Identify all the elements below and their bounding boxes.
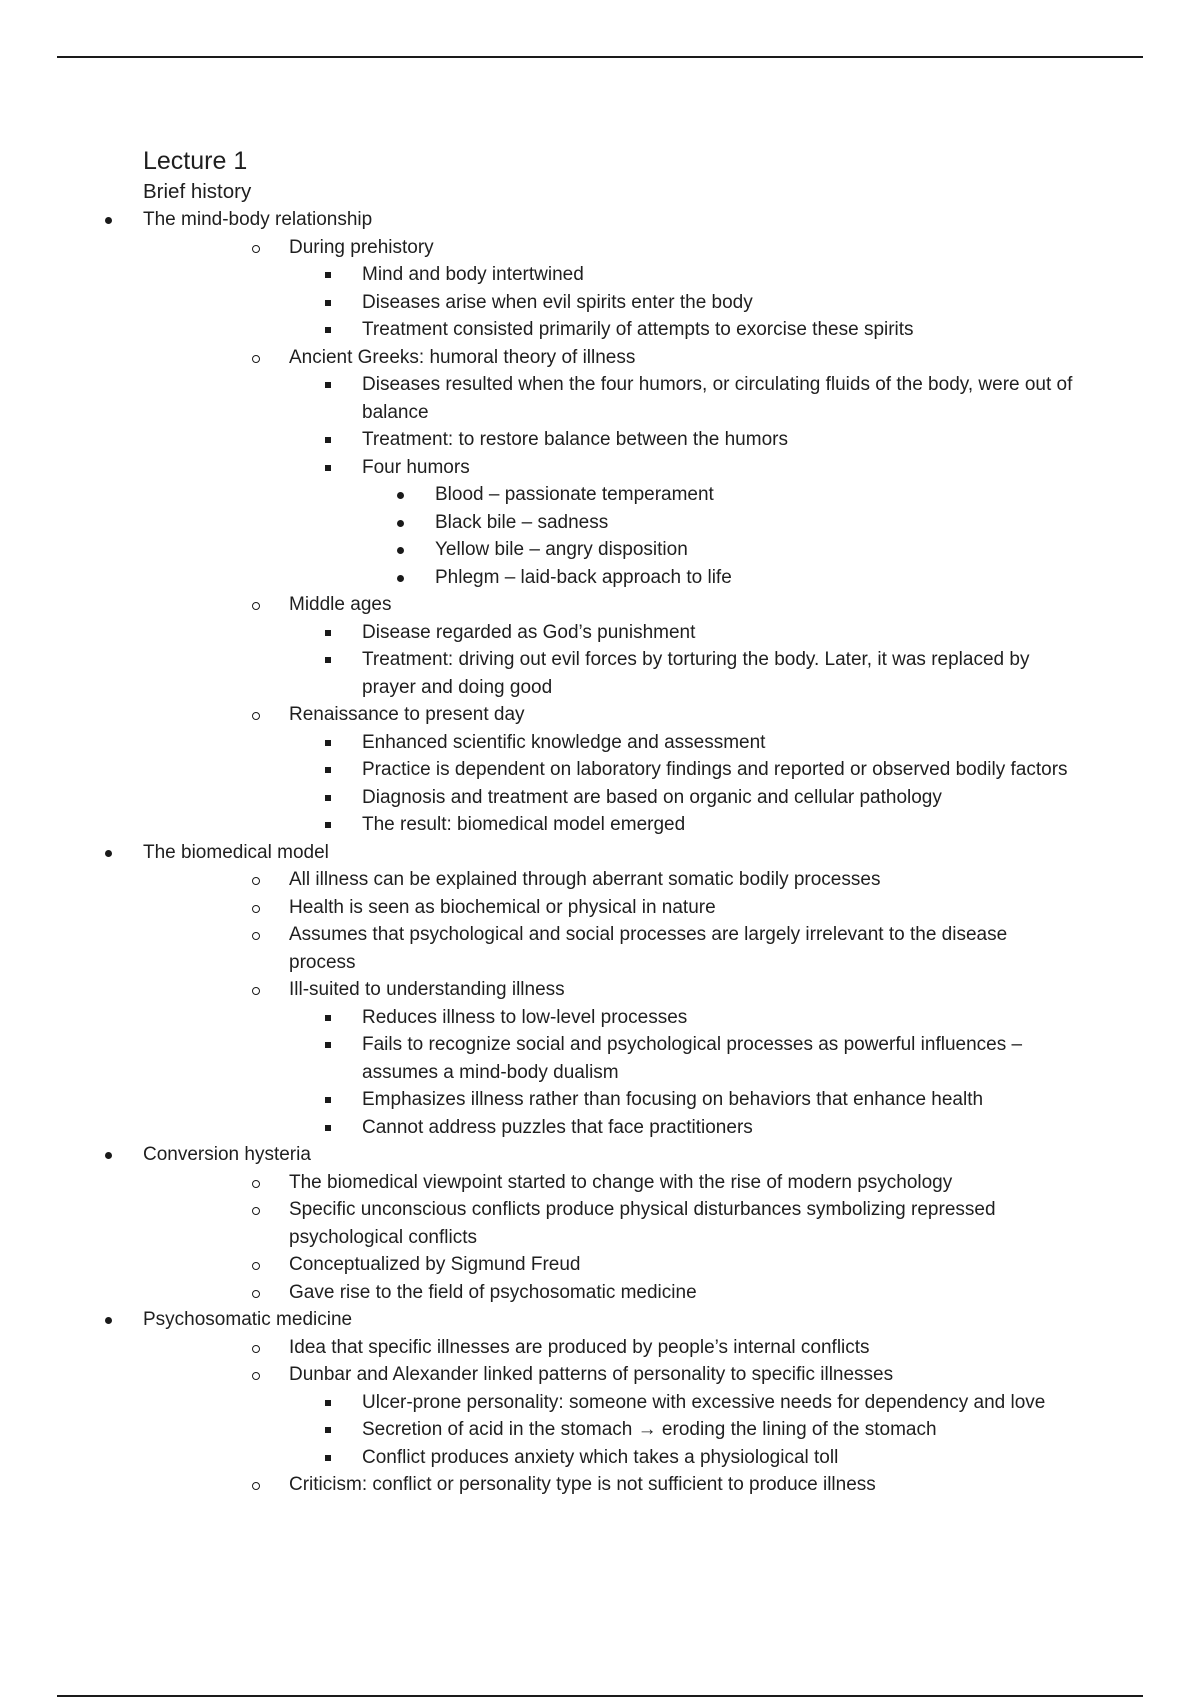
list-item-text: The biomedical viewpoint started to change with the rise of modern psychology xyxy=(289,1171,953,1193)
list-item xyxy=(289,1416,1073,1444)
bullet-dot-icon xyxy=(105,850,112,857)
outline-level-3 xyxy=(289,729,1073,839)
bullet-circle-icon xyxy=(252,987,260,995)
bullet-circle-icon xyxy=(252,712,260,720)
list-item xyxy=(216,1251,1073,1279)
bullet-square-icon xyxy=(325,382,331,388)
list-item-text: Middle ages xyxy=(289,594,392,615)
list-item xyxy=(216,976,1073,1141)
list-item-text: Treatment: driving out evil forces by torturing the body. Later, it was replaced by prayer and doing good xyxy=(362,649,1030,698)
list-item xyxy=(289,371,1073,426)
list-item xyxy=(70,1141,1073,1306)
list-item-text: Mind and body intertwined xyxy=(362,264,584,285)
outline-level-1 xyxy=(70,206,1073,1499)
list-item xyxy=(289,1444,1073,1472)
outline-level-2 xyxy=(143,1334,1073,1499)
list-item-text: Conflict produces anxiety which takes a physiological toll xyxy=(362,1446,839,1468)
list-item xyxy=(216,701,1073,839)
list-item xyxy=(216,234,1073,344)
list-item xyxy=(216,1471,1073,1499)
list-item-text: During prehistory xyxy=(289,236,434,258)
bullet-square-icon xyxy=(325,1455,331,1461)
bullet-circle-icon xyxy=(252,245,260,253)
document-body xyxy=(143,144,1073,1499)
bullet-circle-icon xyxy=(252,1345,260,1353)
bullet-square-icon xyxy=(325,327,331,333)
list-item-text: Fails to recognize social and psychological processes as powerful influences – assumes a mind-body dualism xyxy=(362,1034,1023,1083)
bullet-dot-icon xyxy=(105,217,112,224)
list-item xyxy=(216,1169,1073,1197)
outline-level-2 xyxy=(143,866,1073,1141)
outline-level-3 xyxy=(289,261,1073,344)
list-item xyxy=(289,756,1073,784)
list-item-text: Phlegm – laid-back approach to life xyxy=(435,566,732,588)
bullet-dot-icon xyxy=(397,547,404,554)
list-item-text: Dunbar and Alexander linked patterns of personality to specific illnesses xyxy=(289,1364,894,1385)
list-item xyxy=(289,1004,1073,1032)
list-item-text: Four humors xyxy=(362,456,470,478)
list-item-text: Emphasizes illness rather than focusing on behaviors that enhance health xyxy=(362,1089,984,1110)
outline-level-3 xyxy=(289,1389,1073,1472)
list-item xyxy=(362,509,1073,537)
bullet-dot-icon xyxy=(105,1152,112,1159)
outline-level-2 xyxy=(143,234,1073,839)
bullet-square-icon xyxy=(325,437,331,443)
list-item-text: Diseases arise when evil spirits enter the body xyxy=(362,291,753,313)
list-item-text: Enhanced scientific knowledge and assessment xyxy=(362,731,766,753)
outline-level-3 xyxy=(289,371,1073,591)
list-item-text: All illness can be explained through aberrant somatic bodily processes xyxy=(289,869,881,890)
list-item xyxy=(216,344,1073,592)
bullet-square-icon xyxy=(325,1125,331,1131)
list-item xyxy=(70,839,1073,1142)
list-item-text: Treatment: to restore balance between the humors xyxy=(362,429,788,450)
outline xyxy=(143,206,1073,1499)
bullet-square-icon xyxy=(325,1097,331,1103)
list-item-text: Ancient Greeks: humoral theory of illness xyxy=(289,346,636,368)
list-item xyxy=(70,1306,1073,1499)
list-item-text: Black bile – sadness xyxy=(435,511,609,533)
bullet-square-icon xyxy=(325,1042,331,1048)
list-item-text: Diseases resulted when the four humors, or circulating fluids of the body, were out of balance xyxy=(362,374,1073,423)
list-item xyxy=(216,1334,1073,1362)
list-item-text: The mind-body relationship xyxy=(143,209,373,230)
list-item-text: Disease regarded as God’s punishment xyxy=(362,621,696,643)
list-item xyxy=(289,454,1073,592)
list-item-text: Practice is dependent on laboratory findings and reported or observed bodily factors xyxy=(362,759,1068,780)
list-item xyxy=(70,206,1073,839)
bullet-dot-icon xyxy=(397,520,404,527)
list-item xyxy=(289,1031,1073,1086)
list-item xyxy=(216,866,1073,894)
bullet-circle-icon xyxy=(252,905,260,913)
list-item xyxy=(216,921,1073,976)
list-item-text: Assumes that psychological and social processes are largely irrelevant to the disease process xyxy=(289,924,1008,973)
list-item-text: Conversion hysteria xyxy=(143,1144,311,1165)
list-item-text: Gave rise to the field of psychosomatic medicine xyxy=(289,1281,697,1303)
list-item xyxy=(216,1279,1073,1307)
list-item-text: Secretion of acid in the stomach → eroding the lining of the stomach xyxy=(362,1419,937,1440)
list-item-text: The biomedical model xyxy=(143,841,329,863)
list-item-text: Ulcer-prone personality: someone with excessive needs for dependency and love xyxy=(362,1391,1046,1413)
list-item-text: Specific unconscious conflicts produce physical disturbances symbolizing repressed psychological conflicts xyxy=(289,1199,996,1248)
list-item xyxy=(216,894,1073,922)
list-item-text: Treatment consisted primarily of attempts to exorcise these spirits xyxy=(362,319,914,340)
bullet-dot-icon xyxy=(105,1317,112,1324)
list-item xyxy=(289,1086,1073,1114)
section-subtitle: Brief history xyxy=(143,180,252,203)
bottom-rule xyxy=(57,1695,1143,1697)
list-item-text: Ill-suited to understanding illness xyxy=(289,979,565,1000)
list-item xyxy=(216,1361,1073,1471)
bullet-circle-icon xyxy=(252,1207,260,1215)
bullet-square-icon xyxy=(325,657,331,663)
list-item xyxy=(362,481,1073,509)
bullet-circle-icon xyxy=(252,355,260,363)
top-rule xyxy=(57,56,1143,58)
list-item xyxy=(289,289,1073,317)
list-item xyxy=(362,536,1073,564)
list-item-text: Yellow bile – angry disposition xyxy=(435,539,688,560)
list-item-text: The result: biomedical model emerged xyxy=(362,814,686,835)
list-item xyxy=(289,316,1073,344)
outline-level-3 xyxy=(289,1004,1073,1142)
outline-level-2 xyxy=(143,1169,1073,1307)
list-item-text: Psychosomatic medicine xyxy=(143,1309,353,1330)
list-item xyxy=(289,261,1073,289)
page-title: Lecture 1 xyxy=(143,147,248,175)
bullet-circle-icon xyxy=(252,1372,260,1380)
list-item-text: Conceptualized by Sigmund Freud xyxy=(289,1254,581,1275)
bullet-square-icon xyxy=(325,1427,331,1433)
list-item-text: Reduces illness to low-level processes xyxy=(362,1006,688,1028)
list-item-text: Renaissance to present day xyxy=(289,704,525,725)
list-item xyxy=(289,784,1073,812)
outline-level-4 xyxy=(362,481,1073,591)
bullet-dot-icon xyxy=(397,575,404,582)
bullet-square-icon xyxy=(325,630,331,636)
list-item xyxy=(289,811,1073,839)
list-item xyxy=(289,1389,1073,1417)
list-item-text: Diagnosis and treatment are based on organic and cellular pathology xyxy=(362,786,942,808)
list-item-text: Health is seen as biochemical or physical in nature xyxy=(289,896,716,918)
bullet-square-icon xyxy=(325,740,331,746)
list-item xyxy=(289,1114,1073,1142)
list-item xyxy=(289,729,1073,757)
list-item xyxy=(289,646,1073,701)
bullet-circle-icon xyxy=(252,932,260,940)
list-item-text: Blood – passionate temperament xyxy=(435,484,714,505)
bullet-square-icon xyxy=(325,1400,331,1406)
list-item-text: Cannot address puzzles that face practitioners xyxy=(362,1116,753,1138)
list-item xyxy=(362,564,1073,592)
bullet-circle-icon xyxy=(252,877,260,885)
bullet-square-icon xyxy=(325,465,331,471)
list-item-text: Idea that specific illnesses are produced by people’s internal conflicts xyxy=(289,1336,870,1358)
bullet-square-icon xyxy=(325,822,331,828)
bullet-square-icon xyxy=(325,1015,331,1021)
bullet-square-icon xyxy=(325,272,331,278)
bullet-circle-icon xyxy=(252,602,260,610)
list-item xyxy=(289,426,1073,454)
bullet-square-icon xyxy=(325,767,331,773)
bullet-square-icon xyxy=(325,795,331,801)
bullet-circle-icon xyxy=(252,1482,260,1490)
bullet-square-icon xyxy=(325,300,331,306)
list-item xyxy=(289,619,1073,647)
list-item-text: Criticism: conflict or personality type is not sufficient to produce illness xyxy=(289,1474,876,1495)
bullet-circle-icon xyxy=(252,1180,260,1188)
bullet-dot-icon xyxy=(397,492,404,499)
bullet-circle-icon xyxy=(252,1262,260,1270)
bullet-circle-icon xyxy=(252,1290,260,1298)
list-item xyxy=(216,1196,1073,1251)
list-item xyxy=(216,591,1073,701)
outline-level-3 xyxy=(289,619,1073,702)
